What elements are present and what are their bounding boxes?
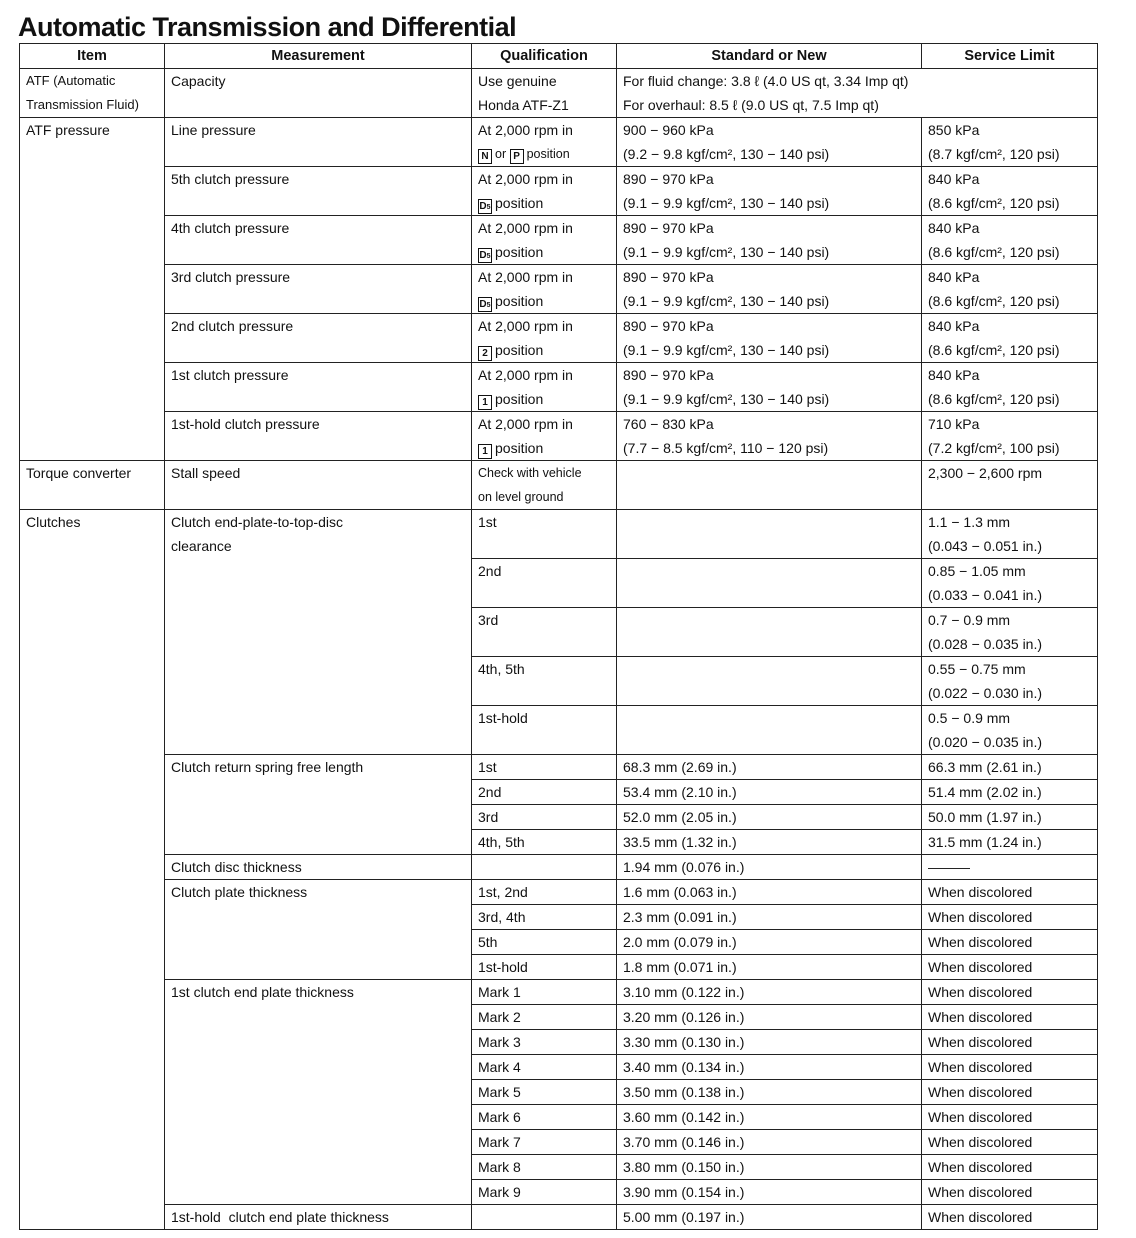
torque-qualification: Check with vehicle on level ground [472, 461, 617, 510]
clearance-limit: 0.55 − 0.75 mm (0.022 − 0.030 in.) [922, 657, 1098, 706]
plate-thickness-limit: When discolored [922, 880, 1098, 905]
return-spring-standard: 33.5 mm (1.32 in.) [617, 830, 922, 855]
atf-pressure-item: ATF pressure [20, 118, 165, 461]
clearance-qualification: 1st-hold [472, 706, 617, 755]
pressure-standard: 890 − 970 kPa (9.1 − 9.9 kgf/cm², 130 − 140 psi) [617, 167, 922, 216]
plate-thickness-qualification: 5th [472, 930, 617, 955]
end-plate-standard: 3.40 mm (0.134 in.) [617, 1055, 922, 1080]
clearance-row [20, 510, 1098, 559]
end-plate-qualification: Mark 3 [472, 1030, 617, 1055]
clearance-limit: 0.7 − 0.9 mm (0.028 − 0.035 in.) [922, 608, 1098, 657]
pressure-limit: 840 kPa (8.6 kgf/cm², 120 psi) [922, 363, 1098, 412]
return-spring-row [20, 755, 1098, 780]
hold-end-plate-standard: 5.00 mm (0.197 in.) [617, 1205, 922, 1230]
hold-end-plate-row [20, 1205, 1098, 1230]
atf-row [20, 69, 1098, 118]
pressure-standard: 890 − 970 kPa (9.1 − 9.9 kgf/cm², 130 − 140 psi) [617, 314, 922, 363]
end-plate-measurement: 1st clutch end plate thickness [165, 980, 472, 1205]
torque-limit: 2,300 − 2,600 rpm [922, 461, 1098, 510]
torque-standard [617, 461, 922, 510]
clearance-standard [617, 657, 922, 706]
clearance-qualification: 3rd [472, 608, 617, 657]
atf-pressure-row [20, 363, 1098, 412]
plate-thickness-standard: 2.0 mm (0.079 in.) [617, 930, 922, 955]
atf-measurement: Capacity [165, 69, 472, 118]
torque-converter-item: Torque converter [20, 461, 165, 510]
clearance-limit: 0.85 − 1.05 mm (0.033 − 0.041 in.) [922, 559, 1098, 608]
clearance-limit: 1.1 − 1.3 mm (0.043 − 0.051 in.) [922, 510, 1098, 559]
return-spring-qualification: 2nd [472, 780, 617, 805]
shift-position-icon: N [478, 149, 492, 164]
plate-thickness-measurement: Clutch plate thickness [165, 880, 472, 980]
pressure-standard: 890 − 970 kPa (9.1 − 9.9 kgf/cm², 130 − 140 psi) [617, 216, 922, 265]
header-measurement: Measurement [165, 44, 472, 69]
end-plate-limit: When discolored [922, 1005, 1098, 1030]
pressure-limit: 850 kPa (8.7 kgf/cm², 120 psi) [922, 118, 1098, 167]
plate-thickness-standard: 1.6 mm (0.063 in.) [617, 880, 922, 905]
return-spring-qualification: 3rd [472, 805, 617, 830]
header-row [20, 44, 1098, 69]
clearance-qualification: 2nd [472, 559, 617, 608]
pressure-limit: 840 kPa (8.6 kgf/cm², 120 psi) [922, 314, 1098, 363]
plate-thickness-row [20, 880, 1098, 905]
end-plate-qualification: Mark 1 [472, 980, 617, 1005]
pressure-limit: 710 kPa (7.2 kgf/cm², 100 psi) [922, 412, 1098, 461]
end-plate-limit: When discolored [922, 1030, 1098, 1055]
atf-pressure-row [20, 412, 1098, 461]
end-plate-standard: 3.20 mm (0.126 in.) [617, 1005, 922, 1030]
plate-thickness-standard: 1.8 mm (0.071 in.) [617, 955, 922, 980]
pressure-measurement: Line pressure [165, 118, 472, 167]
return-spring-standard: 53.4 mm (2.10 in.) [617, 780, 922, 805]
pressure-qualification: At 2,000 rpm in D5 position [472, 167, 617, 216]
disc-thickness-qualification [472, 855, 617, 880]
end-plate-qualification: Mark 8 [472, 1155, 617, 1180]
return-spring-limit: 31.5 mm (1.24 in.) [922, 830, 1098, 855]
plate-thickness-limit: When discolored [922, 905, 1098, 930]
end-plate-qualification: Mark 6 [472, 1105, 617, 1130]
end-plate-standard: 3.50 mm (0.138 in.) [617, 1080, 922, 1105]
atf-qualification: Use genuine Honda ATF-Z1 [472, 69, 617, 118]
disc-thickness-measurement: Clutch disc thickness [165, 855, 472, 880]
disc-thickness-row [20, 855, 1098, 880]
return-spring-limit: 51.4 mm (2.02 in.) [922, 780, 1098, 805]
return-spring-standard: 52.0 mm (2.05 in.) [617, 805, 922, 830]
pressure-limit: 840 kPa (8.6 kgf/cm², 120 psi) [922, 265, 1098, 314]
pressure-limit: 840 kPa (8.6 kgf/cm², 120 psi) [922, 167, 1098, 216]
clearance-standard [617, 706, 922, 755]
pressure-measurement: 3rd clutch pressure [165, 265, 472, 314]
pressure-standard: 760 − 830 kPa (7.7 − 8.5 kgf/cm², 110 − 120 psi) [617, 412, 922, 461]
end-plate-standard: 3.80 mm (0.150 in.) [617, 1155, 922, 1180]
torque-converter-row [20, 461, 1098, 510]
header-service-limit: Service Limit [922, 44, 1098, 69]
end-plate-limit: When discolored [922, 1180, 1098, 1205]
spec-table [19, 43, 1098, 1230]
return-spring-limit: 66.3 mm (2.61 in.) [922, 755, 1098, 780]
end-plate-limit: When discolored [922, 1105, 1098, 1130]
return-spring-standard: 68.3 mm (2.69 in.) [617, 755, 922, 780]
header-item: Item [20, 44, 165, 69]
pressure-measurement: 4th clutch pressure [165, 216, 472, 265]
pressure-qualification: At 2,000 rpm in D5 position [472, 265, 617, 314]
clearance-qualification: 4th, 5th [472, 657, 617, 706]
plate-thickness-qualification: 1st, 2nd [472, 880, 617, 905]
header-standard: Standard or New [617, 44, 922, 69]
return-spring-qualification: 1st [472, 755, 617, 780]
clearance-measurement: Clutch end-plate-to-top-disc clearance [165, 510, 472, 755]
end-plate-standard: 3.30 mm (0.130 in.) [617, 1030, 922, 1055]
end-plate-qualification: Mark 9 [472, 1180, 617, 1205]
end-plate-limit: When discolored [922, 1055, 1098, 1080]
end-plate-standard: 3.70 mm (0.146 in.) [617, 1130, 922, 1155]
clearance-standard [617, 510, 922, 559]
page-title: Automatic Transmission and Differential [18, 12, 517, 42]
end-plate-qualification: Mark 2 [472, 1005, 617, 1030]
pressure-standard: 890 − 970 kPa (9.1 − 9.9 kgf/cm², 130 − 140 psi) [617, 363, 922, 412]
atf-pressure-row [20, 216, 1098, 265]
pressure-measurement: 2nd clutch pressure [165, 314, 472, 363]
return-spring-limit: 50.0 mm (1.97 in.) [922, 805, 1098, 830]
return-spring-measurement: Clutch return spring free length [165, 755, 472, 855]
pressure-qualification: At 2,000 rpm in 2 position [472, 314, 617, 363]
shift-position-icon: D5 [479, 250, 491, 261]
pressure-measurement: 1st clutch pressure [165, 363, 472, 412]
atf-pressure-row [20, 314, 1098, 363]
end-plate-qualification: Mark 5 [472, 1080, 617, 1105]
shift-position-icon: 2 [478, 346, 492, 361]
pressure-standard: 890 − 970 kPa (9.1 − 9.9 kgf/cm², 130 − 140 psi) [617, 265, 922, 314]
atf-capacity: For fluid change: 3.8 ℓ (4.0 US qt, 3.34 Imp qt) For overhaul: 8.5 ℓ (9.0 US qt, 7.5 Imp qt) [617, 69, 1098, 118]
end-plate-limit: When discolored [922, 1130, 1098, 1155]
end-plate-limit: When discolored [922, 1155, 1098, 1180]
hold-end-plate-qualification [472, 1205, 617, 1230]
return-spring-qualification: 4th, 5th [472, 830, 617, 855]
clearance-standard [617, 559, 922, 608]
end-plate-qualification: Mark 4 [472, 1055, 617, 1080]
pressure-qualification: At 2,000 rpm in 1 position [472, 412, 617, 461]
atf-pressure-row [20, 167, 1098, 216]
torque-measurement: Stall speed [165, 461, 472, 510]
pressure-standard: 900 − 960 kPa (9.2 − 9.8 kgf/cm², 130 − 140 psi) [617, 118, 922, 167]
disc-thickness-limit: ——— [922, 855, 1098, 880]
end-plate-limit: When discolored [922, 980, 1098, 1005]
shift-position-icon: 1 [478, 395, 492, 410]
shift-position-icon: D5 [479, 299, 491, 310]
clearance-standard [617, 608, 922, 657]
pressure-qualification: At 2,000 rpm in 1 position [472, 363, 617, 412]
pressure-measurement: 5th clutch pressure [165, 167, 472, 216]
pressure-limit: 840 kPa (8.6 kgf/cm², 120 psi) [922, 216, 1098, 265]
end-plate-limit: When discolored [922, 1080, 1098, 1105]
end-plate-qualification: Mark 7 [472, 1130, 617, 1155]
plate-thickness-limit: When discolored [922, 930, 1098, 955]
shift-position-icon: P [510, 149, 524, 164]
plate-thickness-qualification: 3rd, 4th [472, 905, 617, 930]
atf-pressure-row [20, 265, 1098, 314]
hold-end-plate-limit: When discolored [922, 1205, 1098, 1230]
end-plate-row [20, 980, 1098, 1005]
atf-item: ATF (Automatic Transmission Fluid) [20, 69, 165, 118]
end-plate-standard: 3.90 mm (0.154 in.) [617, 1180, 922, 1205]
plate-thickness-limit: When discolored [922, 955, 1098, 980]
clearance-qualification: 1st [472, 510, 617, 559]
end-plate-standard: 3.10 mm (0.122 in.) [617, 980, 922, 1005]
clearance-limit: 0.5 − 0.9 mm (0.020 − 0.035 in.) [922, 706, 1098, 755]
atf-pressure-row [20, 118, 1098, 167]
pressure-qualification: At 2,000 rpm in N or P position [472, 118, 617, 167]
shift-position-icon: 1 [478, 444, 492, 459]
end-plate-standard: 3.60 mm (0.142 in.) [617, 1105, 922, 1130]
plate-thickness-qualification: 1st-hold [472, 955, 617, 980]
shift-position-icon: D5 [479, 201, 491, 212]
disc-thickness-standard: 1.94 mm (0.076 in.) [617, 855, 922, 880]
pressure-measurement: 1st-hold clutch pressure [165, 412, 472, 461]
clutches-item: Clutches [20, 510, 165, 1230]
hold-end-plate-measurement: 1st-hold clutch end plate thickness [165, 1205, 472, 1230]
header-qualification: Qualification [472, 44, 617, 69]
plate-thickness-standard: 2.3 mm (0.091 in.) [617, 905, 922, 930]
pressure-qualification: At 2,000 rpm in D5 position [472, 216, 617, 265]
